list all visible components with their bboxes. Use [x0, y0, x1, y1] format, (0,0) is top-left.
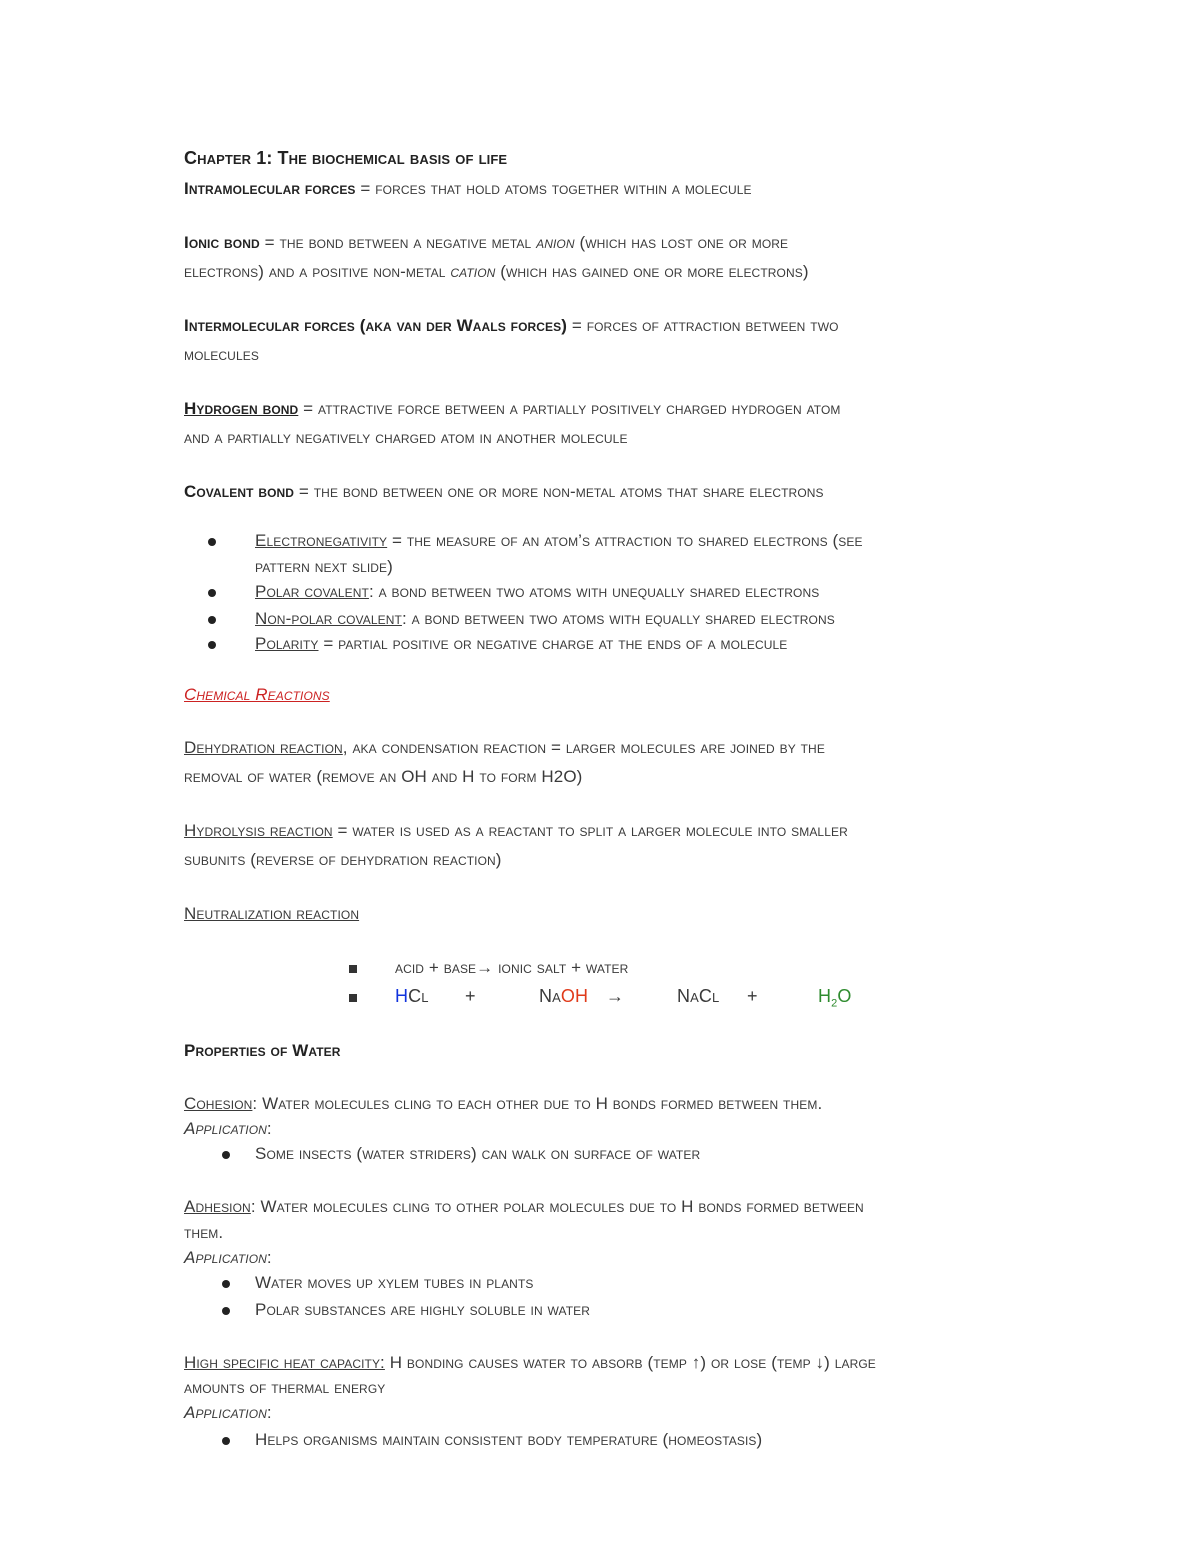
formula-hcl: [395, 986, 429, 1007]
list-item-polar-covalent: [255, 582, 819, 602]
cohesion-definition: [184, 1094, 822, 1114]
adhesion-def: : Water molecules cling to other polar molecules due to H bonds formed between: [250, 1197, 864, 1216]
covalent-def: = the bond between one or more non-metal atoms that share electrons: [294, 482, 824, 501]
cohesion-def: : Water molecules cling to each other due to H bonds formed between them.: [252, 1094, 823, 1113]
heat-app-word: Application: [184, 1403, 267, 1422]
heat-capacity-def: H bonding causes water to absorb (temp ↑) or lose (temp ↓) large: [384, 1353, 876, 1372]
hydrogen-line2: and a partially negatively charged atom in another molecule: [184, 428, 628, 447]
heat-capacity-term: High specific heat capacity:: [184, 1353, 385, 1372]
polar-covalent-term: Polar covalent: [255, 582, 369, 601]
reaction-arrow: →: [606, 986, 625, 1006]
formula-nacl: NaCl: [677, 986, 720, 1006]
h2o-h: H: [818, 986, 832, 1006]
dehydration-line2: removal of water (remove an OH and H to form H2O): [184, 767, 583, 786]
covalent-term: Covalent bond: [184, 482, 295, 501]
ionic-def-b: (which has lost one or more: [574, 233, 789, 252]
naoh-oh: OH: [560, 986, 589, 1006]
adhesion-app-word: Application: [184, 1248, 267, 1267]
adhesion-application-label: [184, 1248, 272, 1268]
square-bullet-icon: [349, 994, 357, 1002]
cohesion-app-colon: :: [266, 1119, 272, 1138]
electronegativity-term: Electronegativity: [255, 531, 388, 550]
list-item-non-polar-covalent: [255, 609, 835, 629]
heat-capacity-line2: amounts of thermal energy: [184, 1378, 386, 1397]
intramolecular-def: = forces that hold atoms together within a molecule: [355, 179, 752, 198]
section-heading-chemical-reactions: Chemical Reactions: [184, 685, 330, 704]
intermolecular-def: = forces of attraction between two: [567, 316, 839, 335]
bullet-icon: [208, 538, 216, 546]
list-item-electronegativity: [255, 531, 863, 551]
ionic-definition-line2: [184, 262, 809, 282]
bullet-icon: [222, 1437, 230, 1445]
intermolecular-term: Intermolecular forces (aka van der Waals forces): [184, 316, 568, 335]
intramolecular-term: Intramolecular forces: [184, 179, 356, 198]
neutralization-term: Neutralization reaction: [184, 904, 360, 923]
hydrolysis-term: Hydrolysis reaction: [184, 821, 333, 840]
non-polar-covalent-def: : a bond between two atoms with equally shared electrons: [401, 609, 835, 628]
adhesion-term: Adhesion: [184, 1197, 251, 1216]
intermolecular-definition: [184, 316, 839, 336]
dehydration-def: , aka condensation reaction = larger molecules are joined by the: [342, 738, 825, 757]
hcl-h: H: [395, 986, 409, 1006]
ionic-line2-a: electrons) and a positive non-metal: [184, 262, 451, 281]
adhesion-line2: them.: [184, 1223, 224, 1242]
ionic-anion: anion: [536, 233, 575, 252]
bullet-icon: [222, 1280, 230, 1288]
h2o-subscript: 2: [831, 997, 838, 1010]
h2o-o: O: [837, 986, 852, 1006]
polarity-term: Polarity: [255, 634, 319, 653]
adhesion-definition: [184, 1197, 864, 1217]
plus-sign: +: [465, 986, 476, 1006]
dehydration-definition: [184, 738, 825, 758]
hydrolysis-def: = water is used as a reactant to split a larger molecule into smaller: [332, 821, 848, 840]
polarity-def: = partial positive or negative charge at the ends of a molecule: [318, 634, 788, 653]
square-bullet-icon: [349, 965, 357, 973]
bullet-icon: [208, 589, 216, 597]
formula-naoh: [539, 986, 588, 1007]
hydrogen-def: = attractive force between a partially positively charged hydrogen atom: [298, 399, 841, 418]
hcl-cl: Cl: [408, 986, 429, 1006]
hydrolysis-definition: [184, 821, 848, 841]
ionic-cation: cation: [450, 262, 496, 281]
naoh-na: Na: [539, 986, 561, 1006]
ionic-line2-b: (which has gained one or more electrons): [495, 262, 809, 281]
cohesion-term: Cohesion: [184, 1094, 253, 1113]
adhesion-application-item: Polar substances are highly soluble in water: [255, 1300, 591, 1319]
bullet-icon: [208, 616, 216, 624]
intramolecular-definition: [184, 179, 752, 199]
ionic-term: Ionic bond: [184, 233, 260, 252]
adhesion-application-item: Water moves up xylem tubes in plants: [255, 1273, 534, 1292]
heat-capacity-definition: [184, 1353, 876, 1373]
heat-application-label: [184, 1403, 272, 1423]
ionic-definition: [184, 233, 788, 253]
cohesion-application-label: [184, 1119, 272, 1139]
adhesion-app-colon: :: [266, 1248, 272, 1267]
covalent-definition: [184, 482, 824, 502]
ionic-def-a: = the bond between a negative metal: [259, 233, 537, 252]
bullet-icon: [222, 1151, 230, 1159]
non-polar-covalent-term: Non-polar covalent: [255, 609, 402, 628]
heat-app-colon: :: [266, 1403, 272, 1422]
plus-sign: +: [747, 986, 758, 1006]
cohesion-app-word: Application: [184, 1119, 267, 1138]
intermolecular-line2: molecules: [184, 345, 259, 364]
hydrogen-term: Hydrogen bond: [184, 399, 299, 418]
bullet-icon: [208, 641, 216, 649]
bullet-icon: [222, 1307, 230, 1315]
electronegativity-line2: pattern next slide): [255, 557, 393, 576]
polar-covalent-def: : a bond between two atoms with unequally shared electrons: [368, 582, 820, 601]
list-item-polarity: [255, 634, 787, 654]
section-heading-properties-of-water: Properties of Water: [184, 1041, 341, 1060]
page-title: Chapter 1: The biochemical basis of life: [184, 148, 508, 168]
word-equation: acid + base→ ionic salt + water: [395, 958, 629, 977]
dehydration-term: Dehydration reaction: [184, 738, 343, 757]
formula-h2o: [818, 986, 851, 1010]
electronegativity-def: = the measure of an atom’s attraction to shared electrons (see: [387, 531, 863, 550]
heat-application-item: Helps organisms maintain consistent body temperature (homeostasis): [255, 1430, 763, 1449]
hydrogen-definition: [184, 399, 841, 419]
cohesion-application-item: Some insects (water striders) can walk on surface of water: [255, 1144, 701, 1163]
hydrolysis-line2: subunits (reverse of dehydration reaction): [184, 850, 502, 869]
